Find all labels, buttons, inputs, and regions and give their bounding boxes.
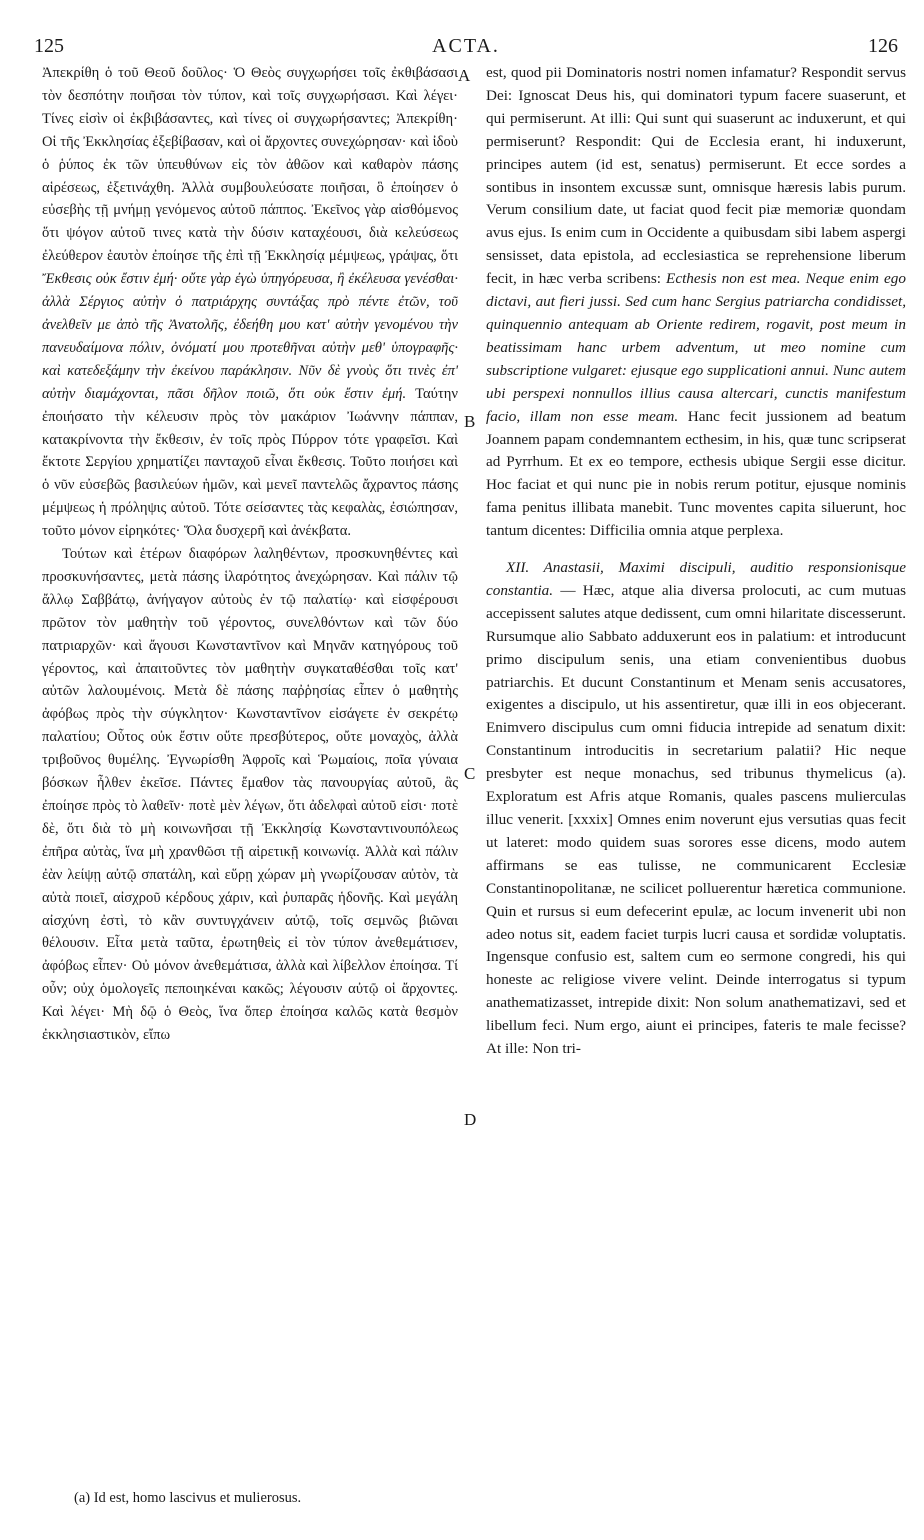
margin-letter-d: D xyxy=(464,1110,477,1129)
spacer xyxy=(486,543,906,557)
margin-letter-b: B xyxy=(464,412,476,431)
latin-text: est, quod pii Dominatoris nostri nomen infamatur? Respondit servus Dei: Ignoscat Deus his, qui dominatori typum facere suaserunt, et qui permiserunt. At illi: Qui sunt qui suaserunt ac induxerunt, et qui permiserunt? Respondit: Qui de Ecclesia erant, hi induxerunt, principes autem (id est, senatus) permiserunt. Et ecce sordes a sontibus in insontem excussæ sunt, omnisque hæresis labis purum. Verum consilium date, ut faciat quod fecit piæ memoriæ quondam avus ejus. Is enim cum in Occidente a quibusdam sibi labem aspergi sensisset, data epistola, ad ecclesiastica se reprehensione liberum fecit, in hæc verba scribens: xyxy=(486,64,906,288)
latin-column xyxy=(486,62,906,1061)
page-header xyxy=(34,32,898,60)
latin-paragraph xyxy=(486,557,906,1061)
greek-paragraph xyxy=(42,543,458,1047)
page-number-left: 125 xyxy=(34,35,64,57)
greek-text: Ταύτην ἐποιήσατο τὴν κέλευσιν πρὸς τὸν μακάριον Ἰωάννην πάππαν, κατακρίνοντα τὴν ἔκθεσιν, ἐν τοῖς πρὸς Πύρρον τότε γραφεῖσι. Καὶ ἔκτοτε Σεργίου χρηματίζει πανταχοῦ εἶναι ἔκθεσις. Τοῦτο ποιήσει καὶ ὁ νῦν εὐσεβῶς βασιλεύων ἡμῶν, καὶ μενεῖ παντελῶς ἄχραντος πάσης μέμψεως ἡ πρόληψις αὐτοῦ. Τότε σείσαντες τὰς κεφαλὰς, ἐσιώπησαν, τοῦτο μόνον εἰρηκότες· Ὅλα δυσχερῆ καὶ ἀνέκβατα. xyxy=(42,385,458,540)
greek-paragraph xyxy=(42,62,458,543)
greek-text: Ἀπεκρίθη ὁ τοῦ Θεοῦ δοῦλος· Ὁ Θεὸς συγχωρήσει τοῖς ἐκθιβάσασι τὸν δεσπότην ποιῆσαι τὸν τύπον, καὶ τοῖς συγχωρήσασι. Καὶ λέγει· Τίνες εἰσὶν οἱ ἐκβιβάσαντες, καὶ τίνες οἱ συγχωρήσαντες; Ἀπεκρίθη· Οἱ τῆς Ἐκκλησίας ἐξεβίβασαν, καὶ οἱ ἄρχοντες συνεχώρησαν· καὶ ἰδοὺ ὁ ῥύπος ἐκ τῶν ὑπευθύνων εἰς τὸν ἀθῶον καὶ καθαρὸν πάσης αἱρέσεως, ἐξετινάχθη. Ἀλλὰ συμβουλεύσατε ποιῆσαι, ὃ ἐποίησεν ὁ εὐσεβὴς τῇ μνήμῃ γενόμενος αὐτοῦ πάππος. Ἐκεῖνος γὰρ αἰσθόμενος ὅτι ψόγον αὐτοῦ τινες κατὰ τὴν δύσιν καταχέουσι, διὰ κελεύσεως ἐλεύθερον ἑαυτὸν ἐποίησε τῆς ἐπὶ τῇ Ἐκκλησίᾳ μέμψεως, γράψας, ὅτι xyxy=(42,65,458,265)
latin-paragraph xyxy=(486,62,906,543)
margin-letter-a: A xyxy=(458,66,471,85)
page-number-right: 126 xyxy=(868,35,898,57)
latin-quote: Ecthesis non est mea. Neque enim ego dictavi, aut fieri jussi. Sed cum hanc Sergius patriarcha condidisset, quinquennio antequam ab Oriente redirem, rogavit, post meum in beatissimam hanc urbem adventum, ut meo nomine cum subscriptione vulgaret: ejusque ego supplicationi annui. Nunc autem ubi perspexi nonnullos illius causa altercari, cunctis manifestum facio, illam non esse meam. xyxy=(486,270,906,425)
greek-text: Τούτων καὶ ἑτέρων διαφόρων λαληθέντων, προσκυνηθέντες καὶ προσκυνήσαντες, μετὰ πάσης ἱλαρότητος ἀνεχώρησαν. Καὶ πάλιν τῷ ἄλλῳ Σαββάτῳ, ἀνήγαγον αὐτοὺς ἐν τῷ παλατίῳ· καὶ εἰσφέρουσι πρῶτον τὸν μαθητὴν τοῦ γέροντος, συνελθόντων καὶ τῶν δύο πατριαρχῶν· καὶ ἄγουσι Κωνσταντῖνον καὶ Μηνᾶν κατηγόρους τοῦ γέροντος, καὶ ἀπαιτοῦντες τὸν μαθητὴν συγκαταθέσθαι τοῖς κατ' αὐτῶν λαλουμένοις. Μετὰ δὲ πάσης παῤῥησίας εἶπεν ὁ μαθητὴς ἀφόβως πρὸς τὴν σύγκλητον· Κωνσταντῖνον εἰσάγετε ἐν σεκρέτῳ παλατίου; Οὗτος οὐκ ἔστιν οὔτε πρεσβύτερος, οὔτε μοναχὸς, ἀλλὰ τριβοῦνος θυμέλης. Ἐγνωρίσθη Ἀφροῖς καὶ Ῥωμαίοις, ποῖα γύναια βόσκων ἦλθεν ἐκεῖσε. Πάντες ἔμαθον τὰς πανουργίας αὐτοῦ, ἃς ἐποίησε πρὸς τὸ λαθεῖν· ποτὲ μὲν λέγων, ὅτι ἀδελφαὶ αὐτοῦ εἰσι· ποτὲ δὲ, ὅτι διὰ τὸ μὴ κοινωνῆσαι τῇ Ἐκκλησίᾳ Κωνσταντινουπόλεως ἐπῆρα αὐτὰς, ἵνα μὴ χρανθῶσι τῇ αἱρετικῇ κοινωνίᾳ. Ἀλλὰ καὶ πάλιν ἐὰν λείψῃ αὐτῷ σπατάλη, καὶ εὕρῃ χώραν μὴ γνωρίζουσαν αὐτὸν, τὰ αὐτὰ ποιεῖ, αἰσχροῦ κέρδους χάριν, καὶ ῥυπαρᾶς ἡδονῆς. Καὶ μεγάλη αἰσχύνη ἐστὶ, τὸ κἂν συντυγχάνειν αὐτῷ, τοῖς σεμνῶς βιῶναι θέλουσιν. Εἶτα μετὰ ταῦτα, ἐρωτηθεὶς εἰ τὸν τύπον ἀνεθεμάτισεν, ἀφόβως εἶπεν· Οὐ μόνον ἀνεθεμάτισα, ἀλλὰ καὶ λίβελλον ἐποίησα. Τί οὖν; οὐχ ὁμολογεῖς πεποιηκέναι κακῶς; λέγουσιν αὐτῷ οἱ ἄρχοντες. Καὶ λέγει· Μὴ δῷ ὁ Θεὸς, ἵνα ὅπερ ἐποίησα καλῶς κατὰ θεσμὸν ἐκκλησιαστικὸν, εἴπω xyxy=(42,546,458,1044)
latin-text: Hanc fecit jussionem ad beatum Joannem papam condemnantem ecthesim, in his, quæ tunc scripserat ad Pyrrhum. Et ex eo tempore, ecthesis ubique Sergii esse dicitur. Hoc faciat et qui nunc pie in nobis rerum potitur, ejusque nominis fama penitus illibata manebit. Tunc moventes capita siluerunt, hoc tantum dicentes: Difficilia omnia atque perplexa. xyxy=(486,407,907,540)
latin-text: — Hæc, atque alia diversa prolocuti, ac cum mutuas accepissent salutes atque dedissent, cum omni hilaritate discesserunt. Rursumque alio Sabbato adduxerunt eos in palatium: et introducunt primo discipulum senis, una etiam convenientibus duobus patriarchis. Et ducunt Constantinum et Menam senis accusatores, exigentes a discipulo, ut his assentiretur, quæ illi in eos objecerant. Enimvero discipulus cum omni fiducia intrepide ad senatum dixit: Constantinum introducitis in secretarium palatii? Hic neque presbyter est neque monachus, sed tribunus thymelicus (a). Exploratum est Afris atque Romanis, quales pascens mulierculas illuc venerit. [xxxix] Omnes enim noverunt ejus versutias quas fecit ut lateret: modo quidem suas sorores esse dicens, modo autem affirmans se eas tulisse, ne communicarent Ecclesiæ Constantinopolitanæ, ne scilicet polluerentur hæretica communione. Quin et rursus si eum defecerint epulæ, ac locum invenerit ubi non adeo notus sit, eadem faciet turpis lucri causa et sordidæ voluptatis. Ingensque confusio est, saltem cum eo sermone congredi, his qui honeste ac religiose vivere velint. Deinde interrogatus si typum anathematizasset, intrepide dixit: Non solum anathematizavi, sed et libellum feci. Num ergo, aiunt ei principes, fateris te male fecisse? At ille: Non tri- xyxy=(486,581,907,1058)
greek-column xyxy=(42,62,458,1047)
greek-quote: Ἔκθεσις οὐκ ἔστιν ἐμή· οὔτε γὰρ ἐγὼ ὑπηγόρευσα, ἢ ἐκέλευσα γενέσθαι· ἀλλὰ Σέργιος αὐτὴν ὁ πατριάρχης συντάξας πρὸ πέντε ἐτῶν, τοῦ ἀνελθεῖν με ἀπὸ τῆς Ἀνατολῆς, ἐδεήθη μου κατ' αὐτὴν γενομένου τὴν πανευδαίμονα πόλιν, ὀνόματί μου προτεθῆναι αὐτὴν μεθ' ὑπογραφῆς· καὶ κατεδεξάμην τὴν ἐκείνου παράκλησιν. Νῦν δὲ γνοὺς ὅτι τινὲς ἐπ' αὐτὴν διαμάχονται, πᾶσι δῆλον ποιῶ, ὅτι οὐκ ἔστιν ἐμή. xyxy=(42,271,458,402)
footnote: (a) Id est, homo lascivus et mulierosus. xyxy=(74,1490,302,1506)
margin-letter-c: C xyxy=(464,764,476,783)
running-title: ACTA. xyxy=(432,35,500,57)
section-heading: XII. Anastasii, Maximi discipuli, auditio responsionisque constantia. xyxy=(486,559,906,599)
